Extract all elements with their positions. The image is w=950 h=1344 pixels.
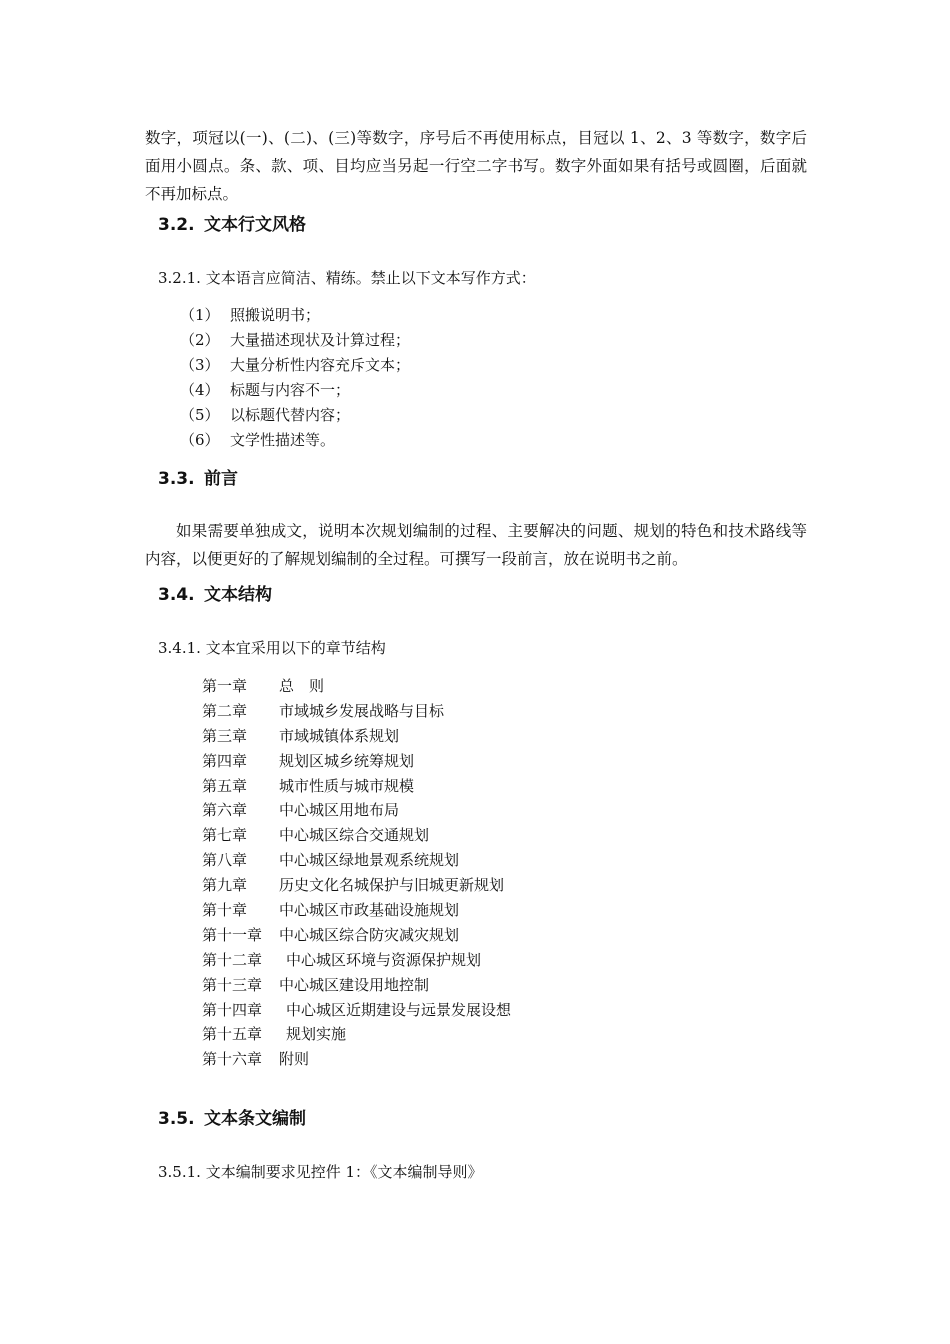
chapter-item xyxy=(202,724,511,749)
chapter-number: 第十四章 xyxy=(202,1000,263,1019)
chapter-structure-list xyxy=(202,674,511,1072)
chapter-number: 第十三章 xyxy=(202,975,263,994)
list-marker: （5） xyxy=(180,406,220,424)
clause-3-5-1: 3.5.1. 文本编制要求见控件 1：《文本编制导则》 xyxy=(158,1163,483,1181)
chapter-title: 历史文化名城保护与旧城更新规划 xyxy=(279,876,505,895)
list-item-text: 大量分析性内容充斥文本； xyxy=(230,356,411,374)
section-heading-3-4 xyxy=(158,583,272,607)
chapter-title: 市域城乡发展战略与目标 xyxy=(279,701,445,720)
chapter-item xyxy=(202,674,511,699)
chapter-title: 中心城区用地布局 xyxy=(279,801,400,820)
list-item-text: 标题与内容不一； xyxy=(230,381,351,399)
list-marker: （1） xyxy=(180,306,220,324)
list-marker: （3） xyxy=(180,356,220,374)
section-heading-3-3 xyxy=(158,467,238,491)
list-item xyxy=(180,378,410,403)
list-item xyxy=(180,328,410,353)
chapter-item xyxy=(202,948,511,973)
chapter-number: 第五章 xyxy=(202,776,248,795)
chapter-title: 中心城区综合防灾减灾规划 xyxy=(279,925,460,944)
chapter-title: 中心城区绿地景观系统规划 xyxy=(279,851,460,870)
list-item xyxy=(180,428,410,453)
chapter-item xyxy=(202,998,511,1023)
preface-paragraph: 如果需要单独成文，说明本次规划编制的过程、主要解决的问题、规划的特色和技术路线等内容，以便更好的了解规划编制的全过程。可撰写一段前言，放在说明书之前。 xyxy=(145,522,807,568)
chapter-title: 附则 xyxy=(279,1050,310,1069)
chapter-title: 中心城区综合交通规划 xyxy=(279,826,430,845)
chapter-item xyxy=(202,798,511,823)
chapter-title: 中心城区市政基础设施规划 xyxy=(279,901,460,920)
section-title: 文本条文编制 xyxy=(204,1109,306,1129)
list-item xyxy=(180,353,410,378)
chapter-title: 中心城区建设用地控制 xyxy=(279,975,430,994)
list-item xyxy=(180,403,410,428)
list-marker: （6） xyxy=(180,431,220,449)
section-number: 3.3. xyxy=(158,469,195,489)
chapter-number: 第十一章 xyxy=(202,925,263,944)
chapter-title: 规划区城乡统筹规划 xyxy=(279,751,415,770)
chapter-number: 第二章 xyxy=(202,701,248,720)
chapter-title: 总 则 xyxy=(279,677,325,695)
chapter-number: 第十六章 xyxy=(202,1050,263,1069)
section-title: 文本结构 xyxy=(204,585,272,605)
chapter-item xyxy=(202,699,511,724)
chapter-title: 城市性质与城市规模 xyxy=(279,776,415,795)
chapter-title: 中心城区近期建设与远景发展设想 xyxy=(286,1000,512,1019)
chapter-number: 第一章 xyxy=(202,677,248,695)
chapter-number: 第八章 xyxy=(202,851,248,870)
intro-paragraph: 数字，项冠以(一)、(二)、(三)等数字，序号后不再使用标点，目冠以 1、2、3 等数字，数字后面用小圆点。条、款、项、目均应当另起一行空二字书写。数字外面如果有括号或圆圈，后面就不再加标点。 xyxy=(145,129,807,203)
chapter-title: 市域城镇体系规划 xyxy=(279,726,400,745)
clause-3-4-1: 3.4.1. 文本宜采用以下的章节结构 xyxy=(158,639,386,657)
chapter-number: 第三章 xyxy=(202,726,248,745)
prohibited-styles-list xyxy=(180,303,410,453)
section-heading-3-2 xyxy=(158,213,306,237)
chapter-number: 第十五章 xyxy=(202,1025,263,1044)
list-marker: （4） xyxy=(180,381,220,399)
section-title: 文本行文风格 xyxy=(204,215,306,235)
section-title: 前言 xyxy=(204,469,238,489)
list-item-text: 大量描述现状及计算过程； xyxy=(230,331,411,349)
list-item-text: 以标题代替内容； xyxy=(230,406,351,424)
chapter-item xyxy=(202,898,511,923)
chapter-number: 第九章 xyxy=(202,876,248,895)
chapter-title: 中心城区环境与资源保护规划 xyxy=(286,950,482,969)
chapter-number: 第七章 xyxy=(202,826,248,845)
chapter-item xyxy=(202,873,511,898)
clause-3-2-1: 3.2.1. 文本语言应简洁、精练。禁止以下文本写作方式： xyxy=(158,269,536,287)
chapter-item xyxy=(202,923,511,948)
section-number: 3.5. xyxy=(158,1109,195,1129)
chapter-number: 第十章 xyxy=(202,901,248,920)
section-number: 3.2. xyxy=(158,215,195,235)
chapter-item xyxy=(202,774,511,799)
chapter-item xyxy=(202,848,511,873)
chapter-item xyxy=(202,749,511,774)
chapter-item xyxy=(202,823,511,848)
chapter-number: 第六章 xyxy=(202,801,248,820)
section-number: 3.4. xyxy=(158,585,195,605)
list-item xyxy=(180,303,410,328)
section-heading-3-5 xyxy=(158,1107,306,1131)
list-item-text: 照搬说明书； xyxy=(230,306,321,324)
list-marker: （2） xyxy=(180,331,220,349)
chapter-item xyxy=(202,1047,511,1072)
list-item-text: 文学性描述等。 xyxy=(230,431,336,449)
chapter-title: 规划实施 xyxy=(286,1025,347,1044)
chapter-item xyxy=(202,973,511,998)
chapter-number: 第十二章 xyxy=(202,950,263,969)
chapter-item xyxy=(202,1022,511,1047)
chapter-number: 第四章 xyxy=(202,751,248,770)
